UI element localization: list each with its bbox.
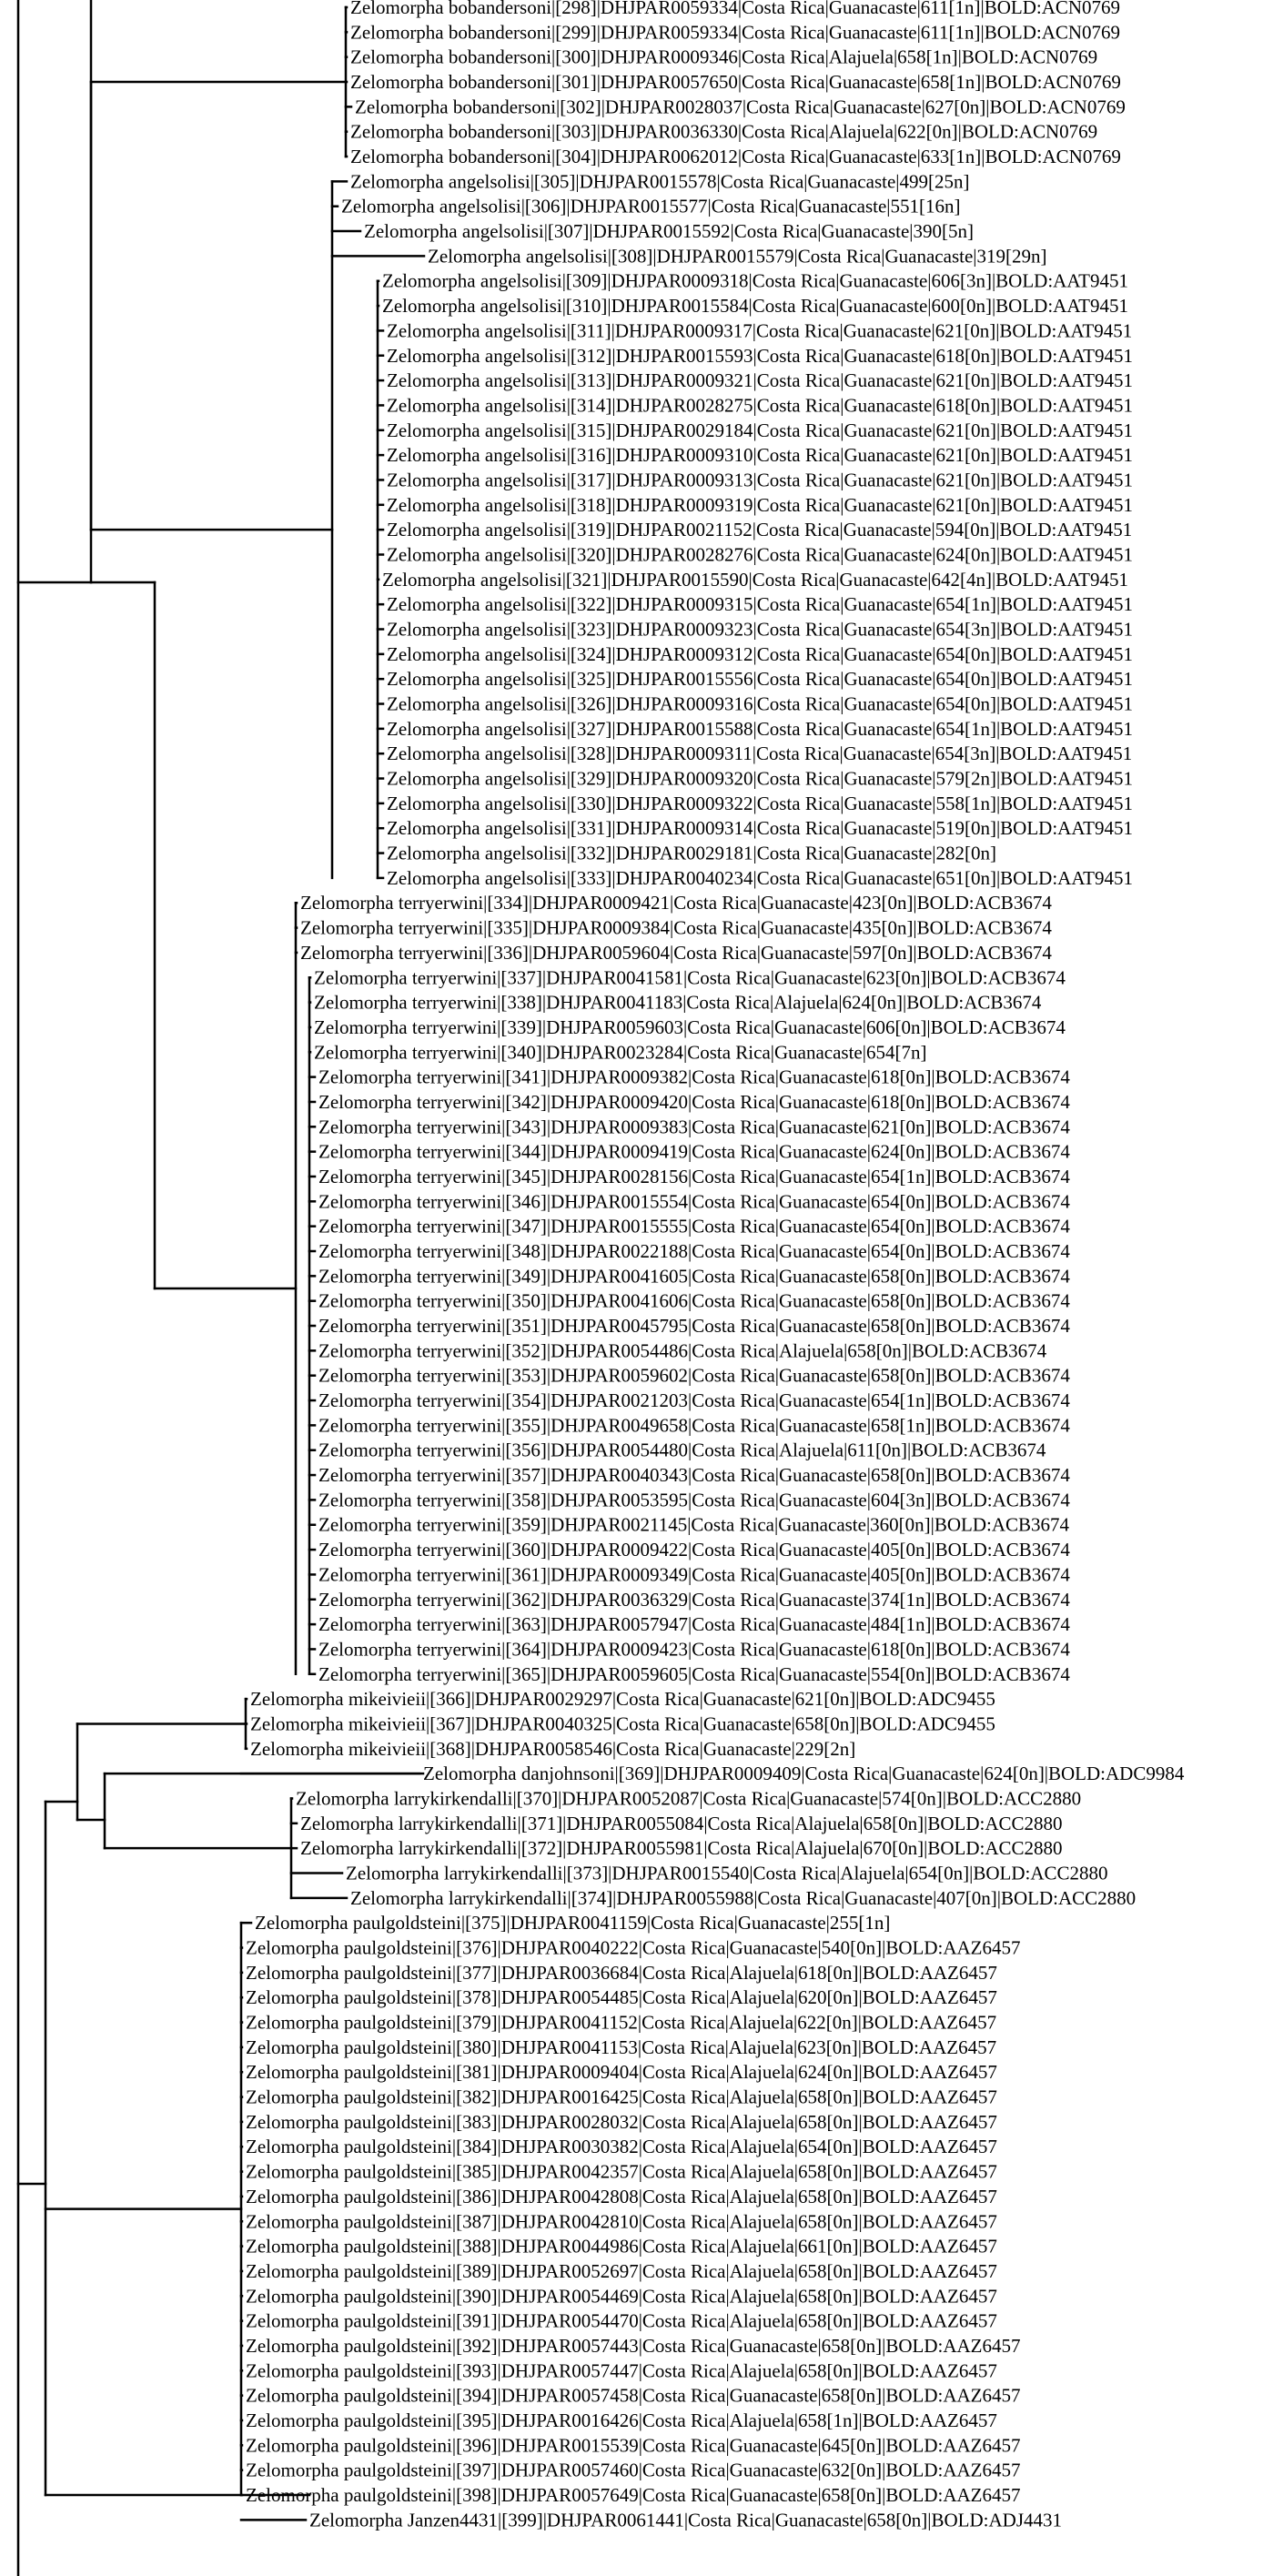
tip-label: Zelomorpha terryerwini|[344]|DHJPAR0009419|Costa Rica|Guanacaste|624[0n]|BOLD:ACB3674 xyxy=(318,1140,1070,1163)
tip-label: Zelomorpha terryerwini|[341]|DHJPAR0009382|Costa Rica|Guanacaste|618[0n]|BOLD:ACB3674 xyxy=(318,1066,1070,1088)
tip-label: Zelomorpha angelsolisi|[331]|DHJPAR0009314|Costa Rica|Guanacaste|519[0n]|BOLD:AAT9451 xyxy=(387,817,1134,840)
tip-label: Zelomorpha terryerwini|[340]|DHJPAR0023284|Costa Rica|Guanacaste|654[7n] xyxy=(314,1041,927,1064)
tip-label: Zelomorpha paulgoldsteini|[382]|DHJPAR0016425|Costa Rica|Alajuela|658[0n]|BOLD:AAZ6457 xyxy=(246,2086,997,2108)
tip-label: Zelomorpha paulgoldsteini|[379]|DHJPAR0041152|Costa Rica|Alajuela|622[0n]|BOLD:AAZ6457 xyxy=(246,2011,997,2034)
tip-label: Zelomorpha paulgoldsteini|[391]|DHJPAR0054470|Costa Rica|Alajuela|658[0n]|BOLD:AAZ6457 xyxy=(246,2309,997,2332)
tip-label: Zelomorpha angelsolisi|[318]|DHJPAR0009319|Costa Rica|Guanacaste|621[0n]|BOLD:AAT9451 xyxy=(387,493,1134,516)
tip-label: Zelomorpha terryerwini|[349]|DHJPAR0041605|Costa Rica|Guanacaste|658[0n]|BOLD:ACB3674 xyxy=(318,1265,1070,1288)
tip-label: Zelomorpha angelsolisi|[317]|DHJPAR0009313|Costa Rica|Guanacaste|621[0n]|BOLD:AAT9451 xyxy=(387,469,1134,491)
tip-label: Zelomorpha paulgoldsteini|[395]|DHJPAR0016426|Costa Rica|Alajuela|658[1n]|BOLD:AAZ6457 xyxy=(246,2409,997,2431)
tip-label: Zelomorpha terryerwini|[336]|DHJPAR0059604|Costa Rica|Guanacaste|597[0n]|BOLD:ACB3674 xyxy=(300,941,1052,964)
tip-label: Zelomorpha terryerwini|[347]|DHJPAR0015555|Costa Rica|Guanacaste|654[0n]|BOLD:ACB3674 xyxy=(318,1215,1070,1237)
tip-label: Zelomorpha paulgoldsteini|[376]|DHJPAR0040222|Costa Rica|Guanacaste|540[0n]|BOLD:AAZ6457 xyxy=(246,1936,1021,1959)
tip-label: Zelomorpha terryerwini|[361]|DHJPAR0009349|Costa Rica|Guanacaste|405[0n]|BOLD:ACB3674 xyxy=(318,1563,1070,1586)
tip-label: Zelomorpha angelsolisi|[325]|DHJPAR0015556|Costa Rica|Guanacaste|654[0n]|BOLD:AAT9451 xyxy=(387,668,1134,691)
tip-label: Zelomorpha paulgoldsteini|[392]|DHJPAR0057443|Costa Rica|Guanacaste|658[0n]|BOLD:AAZ6457 xyxy=(246,2334,1021,2357)
tip-label: Zelomorpha terryerwini|[360]|DHJPAR0009422|Costa Rica|Guanacaste|405[0n]|BOLD:ACB3674 xyxy=(318,1539,1070,1561)
tip-label: Zelomorpha terryerwini|[362]|DHJPAR0036329|Costa Rica|Guanacaste|374[1n]|BOLD:ACB3674 xyxy=(318,1588,1070,1611)
tip-label: Zelomorpha angelsolisi|[332]|DHJPAR0029181|Costa Rica|Guanacaste|282[0n] xyxy=(387,842,996,864)
tip-label: Zelomorpha terryerwini|[346]|DHJPAR0015554|Costa Rica|Guanacaste|654[0n]|BOLD:ACB3674 xyxy=(318,1190,1070,1213)
tip-label: Zelomorpha angelsolisi|[328]|DHJPAR0009311|Costa Rica|Guanacaste|654[3n]|BOLD:AAT9451 xyxy=(387,742,1133,765)
tip-label: Zelomorpha terryerwini|[363]|DHJPAR0057947|Costa Rica|Guanacaste|484[1n]|BOLD:ACB3674 xyxy=(318,1613,1070,1636)
tip-label: Zelomorpha paulgoldsteini|[389]|DHJPAR0052697|Costa Rica|Alajuela|658[0n]|BOLD:AAZ6457 xyxy=(246,2259,997,2282)
tip-label: Zelomorpha angelsolisi|[327]|DHJPAR0015588|Costa Rica|Guanacaste|654[1n]|BOLD:AAT9451 xyxy=(387,717,1134,740)
tip-label: Zelomorpha larrykirkendalli|[373]|DHJPAR0015540|Costa Rica|Alajuela|654[0n]|BOLD:ACC2880 xyxy=(346,1862,1108,1884)
tip-label: Zelomorpha paulgoldsteini|[380]|DHJPAR0041153|Costa Rica|Alajuela|623[0n]|BOLD:AAZ6457 xyxy=(246,2036,997,2058)
tip-label: Zelomorpha paulgoldsteini|[384]|DHJPAR0030382|Costa Rica|Alajuela|654[0n]|BOLD:AAZ6457 xyxy=(246,2136,997,2158)
tip-label: Zelomorpha terryerwini|[350]|DHJPAR0041606|Costa Rica|Guanacaste|658[0n]|BOLD:ACB3674 xyxy=(318,1289,1070,1312)
tip-label: Zelomorpha mikeivieii|[367]|DHJPAR0040325|Costa Rica|Guanacaste|658[0n]|BOLD:ADC9455 xyxy=(250,1712,995,1735)
tip-label: Zelomorpha paulgoldsteini|[378]|DHJPAR0054485|Costa Rica|Alajuela|620[0n]|BOLD:AAZ6457 xyxy=(246,1986,997,2009)
tip-label: Zelomorpha paulgoldsteini|[385]|DHJPAR0042357|Costa Rica|Alajuela|658[0n]|BOLD:AAZ6457 xyxy=(246,2160,997,2183)
tip-label: Zelomorpha terryerwini|[339]|DHJPAR0059603|Costa Rica|Guanacaste|606[0n]|BOLD:ACB3674 xyxy=(314,1015,1066,1038)
tip-label: Zelomorpha bobandersoni|[299]|DHJPAR0059334|Costa Rica|Guanacaste|611[1n]|BOLD:ACN0769 xyxy=(350,21,1121,44)
tip-label: Zelomorpha paulgoldsteini|[396]|DHJPAR0015539|Costa Rica|Guanacaste|645[0n]|BOLD:AAZ6457 xyxy=(246,2434,1021,2457)
tip-label: Zelomorpha angelsolisi|[333]|DHJPAR0040234|Costa Rica|Guanacaste|651[0n]|BOLD:AAT9451 xyxy=(387,866,1134,889)
tip-label: Zelomorpha paulgoldsteini|[397]|DHJPAR0057460|Costa Rica|Guanacaste|632[0n]|BOLD:AAZ6457 xyxy=(246,2459,1021,2481)
tip-label: Zelomorpha paulgoldsteini|[388]|DHJPAR0044986|Costa Rica|Alajuela|661[0n]|BOLD:AAZ6457 xyxy=(246,2235,997,2258)
tip-label: Zelomorpha terryerwini|[353]|DHJPAR0059602|Costa Rica|Guanacaste|658[0n]|BOLD:ACB3674 xyxy=(318,1364,1070,1387)
tip-label: Zelomorpha angelsolisi|[308]|DHJPAR0015579|Costa Rica|Guanacaste|319[29n] xyxy=(428,245,1047,268)
tip-label: Zelomorpha paulgoldsteini|[387]|DHJPAR0042810|Costa Rica|Alajuela|658[0n]|BOLD:AAZ6457 xyxy=(246,2210,997,2233)
tip-label: Zelomorpha angelsolisi|[321]|DHJPAR0015590|Costa Rica|Guanacaste|642[4n]|BOLD:AAT9451 xyxy=(382,568,1129,591)
tip-label: Zelomorpha mikeivieii|[368]|DHJPAR0058546|Costa Rica|Guanacaste|229[2n] xyxy=(250,1737,856,1760)
tip-label: Zelomorpha terryerwini|[354]|DHJPAR0021203|Costa Rica|Guanacaste|654[1n]|BOLD:ACB3674 xyxy=(318,1389,1070,1412)
tip-label: Zelomorpha angelsolisi|[315]|DHJPAR0029184|Costa Rica|Guanacaste|621[0n]|BOLD:AAT9451 xyxy=(387,419,1134,441)
tip-label: Zelomorpha terryerwini|[355]|DHJPAR0049658|Costa Rica|Guanacaste|658[1n]|BOLD:ACB3674 xyxy=(318,1414,1070,1437)
tip-label: Zelomorpha angelsolisi|[312]|DHJPAR0015593|Costa Rica|Guanacaste|618[0n]|BOLD:AAT9451 xyxy=(387,344,1134,367)
tip-label: Zelomorpha danjohnsoni|[369]|DHJPAR0009409|Costa Rica|Guanacaste|624[0n]|BOLD:ADC9984 xyxy=(423,1763,1185,1785)
tip-label: Zelomorpha bobandersoni|[304]|DHJPAR0062012|Costa Rica|Guanacaste|633[1n]|BOLD:ACN0769 xyxy=(350,146,1121,168)
tip-label: Zelomorpha angelsolisi|[320]|DHJPAR0028276|Costa Rica|Guanacaste|624[0n]|BOLD:AAT9451 xyxy=(387,543,1134,566)
tip-label: Zelomorpha paulgoldsteini|[398]|DHJPAR0057649|Costa Rica|Guanacaste|658[0n]|BOLD:AAZ6457 xyxy=(246,2484,1021,2506)
tip-label: Zelomorpha terryerwini|[365]|DHJPAR0059605|Costa Rica|Guanacaste|554[0n]|BOLD:ACB3674 xyxy=(318,1662,1070,1685)
tip-label: Zelomorpha paulgoldsteini|[393]|DHJPAR0057447|Costa Rica|Alajuela|658[0n]|BOLD:AAZ6457 xyxy=(246,2359,997,2382)
tip-label: Zelomorpha terryerwini|[359]|DHJPAR0021145|Costa Rica|Guanacaste|360[0n]|BOLD:ACB3674 xyxy=(318,1513,1070,1536)
tip-label: Zelomorpha larrykirkendalli|[374]|DHJPAR0055988|Costa Rica|Guanacaste|407[0n]|BOLD:ACC2880 xyxy=(350,1886,1137,1909)
tip-label: Zelomorpha angelsolisi|[309]|DHJPAR0009318|Costa Rica|Guanacaste|606[3n]|BOLD:AAT9451 xyxy=(382,269,1129,292)
tip-label: Zelomorpha angelsolisi|[313]|DHJPAR0009321|Costa Rica|Guanacaste|621[0n]|BOLD:AAT9451 xyxy=(387,369,1134,392)
tip-label: Zelomorpha angelsolisi|[305]|DHJPAR0015578|Costa Rica|Guanacaste|499[25n] xyxy=(350,170,970,193)
tip-label: Zelomorpha terryerwini|[357]|DHJPAR0040343|Costa Rica|Guanacaste|658[0n]|BOLD:ACB3674 xyxy=(318,1464,1070,1487)
tip-label: Zelomorpha paulgoldsteini|[386]|DHJPAR0042808|Costa Rica|Alajuela|658[0n]|BOLD:AAZ6457 xyxy=(246,2185,997,2207)
tip-label: Zelomorpha terryerwini|[343]|DHJPAR0009383|Costa Rica|Guanacaste|621[0n]|BOLD:ACB3674 xyxy=(318,1116,1070,1138)
tip-label: Zelomorpha paulgoldsteini|[375]|DHJPAR0041159|Costa Rica|Guanacaste|255[1n] xyxy=(255,1912,891,1935)
tip-label: Zelomorpha larrykirkendalli|[370]|DHJPAR0052087|Costa Rica|Guanacaste|574[0n]|BOLD:ACC2880 xyxy=(296,1787,1082,1810)
tip-label: Zelomorpha angelsolisi|[314]|DHJPAR0028275|Costa Rica|Guanacaste|618[0n]|BOLD:AAT9451 xyxy=(387,394,1134,417)
tip-label: Zelomorpha Janzen4431|[399]|DHJPAR0061441|Costa Rica|Guanacaste|658[0n]|BOLD:ADJ4431 xyxy=(309,2509,1062,2531)
tip-label: Zelomorpha terryerwini|[358]|DHJPAR0053595|Costa Rica|Guanacaste|604[3n]|BOLD:ACB3674 xyxy=(318,1489,1070,1511)
tip-label: Zelomorpha angelsolisi|[323]|DHJPAR0009323|Costa Rica|Guanacaste|654[3n]|BOLD:AAT9451 xyxy=(387,618,1134,641)
tip-label: Zelomorpha angelsolisi|[311]|DHJPAR0009317|Costa Rica|Guanacaste|621[0n]|BOLD:AAT9451 xyxy=(387,319,1133,342)
tip-label: Zelomorpha angelsolisi|[322]|DHJPAR0009315|Costa Rica|Guanacaste|654[1n]|BOLD:AAT9451 xyxy=(387,593,1134,616)
tip-label: Zelomorpha terryerwini|[352]|DHJPAR0054486|Costa Rica|Alajuela|658[0n]|BOLD:ACB3674 xyxy=(318,1339,1047,1362)
tip-label: Zelomorpha terryerwini|[356]|DHJPAR0054480|Costa Rica|Alajuela|611[0n]|BOLD:ACB3674 xyxy=(318,1439,1046,1461)
tip-label: Zelomorpha terryerwini|[335]|DHJPAR0009384|Costa Rica|Guanacaste|435[0n]|BOLD:ACB3674 xyxy=(300,916,1052,939)
tip-label: Zelomorpha angelsolisi|[316]|DHJPAR0009310|Costa Rica|Guanacaste|621[0n]|BOLD:AAT9451 xyxy=(387,444,1134,467)
tip-label: Zelomorpha paulgoldsteini|[390]|DHJPAR0054469|Costa Rica|Alajuela|658[0n]|BOLD:AAZ6457 xyxy=(246,2285,997,2308)
tip-label: Zelomorpha terryerwini|[351]|DHJPAR0045795|Costa Rica|Guanacaste|658[0n]|BOLD:ACB3674 xyxy=(318,1315,1070,1338)
tip-label: Zelomorpha terryerwini|[345]|DHJPAR0028156|Costa Rica|Guanacaste|654[1n]|BOLD:ACB3674 xyxy=(318,1165,1070,1187)
tip-label: Zelomorpha angelsolisi|[307]|DHJPAR0015592|Costa Rica|Guanacaste|390[5n] xyxy=(364,220,974,243)
tip-label: Zelomorpha angelsolisi|[310]|DHJPAR0015584|Costa Rica|Guanacaste|600[0n]|BOLD:AAT9451 xyxy=(382,295,1129,318)
tip-label: Zelomorpha paulgoldsteini|[383]|DHJPAR0028032|Costa Rica|Alajuela|658[0n]|BOLD:AAZ6457 xyxy=(246,2110,997,2133)
tip-label: Zelomorpha bobandersoni|[298]|DHJPAR0059334|Costa Rica|Guanacaste|611[1n]|BOLD:ACN0769 xyxy=(350,0,1121,18)
tip-label: Zelomorpha paulgoldsteini|[377]|DHJPAR0036684|Costa Rica|Alajuela|618[0n]|BOLD:AAZ6457 xyxy=(246,1961,997,1984)
tip-label: Zelomorpha bobandersoni|[302]|DHJPAR0028037|Costa Rica|Guanacaste|627[0n]|BOLD:ACN0769 xyxy=(355,96,1126,118)
tip-label: Zelomorpha paulgoldsteini|[394]|DHJPAR0057458|Costa Rica|Guanacaste|658[0n]|BOLD:AAZ6457 xyxy=(246,2384,1021,2407)
tip-label: Zelomorpha bobandersoni|[301]|DHJPAR0057650|Costa Rica|Guanacaste|658[1n]|BOLD:ACN0769 xyxy=(350,71,1121,94)
tip-label: Zelomorpha angelsolisi|[319]|DHJPAR0021152|Costa Rica|Guanacaste|594[0n]|BOLD:AAT9451 xyxy=(387,519,1133,541)
tip-label: Zelomorpha terryerwini|[334]|DHJPAR0009421|Costa Rica|Guanacaste|423[0n]|BOLD:ACB3674 xyxy=(300,892,1052,914)
tip-label: Zelomorpha larrykirkendalli|[371]|DHJPAR0055084|Costa Rica|Alajuela|658[0n]|BOLD:ACC2880 xyxy=(300,1812,1063,1834)
tip-label: Zelomorpha terryerwini|[342]|DHJPAR0009420|Costa Rica|Guanacaste|618[0n]|BOLD:ACB3674 xyxy=(318,1090,1070,1113)
tip-label: Zelomorpha terryerwini|[364]|DHJPAR0009423|Costa Rica|Guanacaste|618[0n]|BOLD:ACB3674 xyxy=(318,1638,1070,1661)
tip-label: Zelomorpha angelsolisi|[329]|DHJPAR0009320|Costa Rica|Guanacaste|579[2n]|BOLD:AAT9451 xyxy=(387,767,1134,790)
tip-label: Zelomorpha terryerwini|[338]|DHJPAR0041183|Costa Rica|Alajuela|624[0n]|BOLD:ACB3674 xyxy=(314,991,1042,1014)
tip-label: Zelomorpha terryerwini|[337]|DHJPAR0041581|Costa Rica|Guanacaste|623[0n]|BOLD:ACB3674 xyxy=(314,966,1066,989)
tip-label: Zelomorpha bobandersoni|[303]|DHJPAR0036330|Costa Rica|Alajuela|622[0n]|BOLD:ACN0769 xyxy=(350,120,1098,143)
tip-label: Zelomorpha terryerwini|[348]|DHJPAR0022188|Costa Rica|Guanacaste|654[0n]|BOLD:ACB3674 xyxy=(318,1240,1070,1262)
tip-label: Zelomorpha angelsolisi|[306]|DHJPAR0015577|Costa Rica|Guanacaste|551[16n] xyxy=(341,195,961,217)
tip-label: Zelomorpha bobandersoni|[300]|DHJPAR0009346|Costa Rica|Alajuela|658[1n]|BOLD:ACN0769 xyxy=(350,45,1098,68)
tip-label: Zelomorpha angelsolisi|[324]|DHJPAR0009312|Costa Rica|Guanacaste|654[0n]|BOLD:AAT9451 xyxy=(387,642,1134,665)
tip-label: Zelomorpha angelsolisi|[330]|DHJPAR0009322|Costa Rica|Guanacaste|558[1n]|BOLD:AAT9451 xyxy=(387,792,1134,814)
tip-label: Zelomorpha larrykirkendalli|[372]|DHJPAR0055981|Costa Rica|Alajuela|670[0n]|BOLD:ACC2880 xyxy=(300,1837,1063,1860)
tip-label: Zelomorpha angelsolisi|[326]|DHJPAR0009316|Costa Rica|Guanacaste|654[0n]|BOLD:AAT9451 xyxy=(387,692,1134,715)
tip-label: Zelomorpha paulgoldsteini|[381]|DHJPAR0009404|Costa Rica|Alajuela|624[0n]|BOLD:AAZ6457 xyxy=(246,2061,997,2084)
tip-labels xyxy=(246,0,1185,2531)
tip-label: Zelomorpha mikeivieii|[366]|DHJPAR0029297|Costa Rica|Guanacaste|621[0n]|BOLD:ADC9455 xyxy=(250,1688,995,1711)
